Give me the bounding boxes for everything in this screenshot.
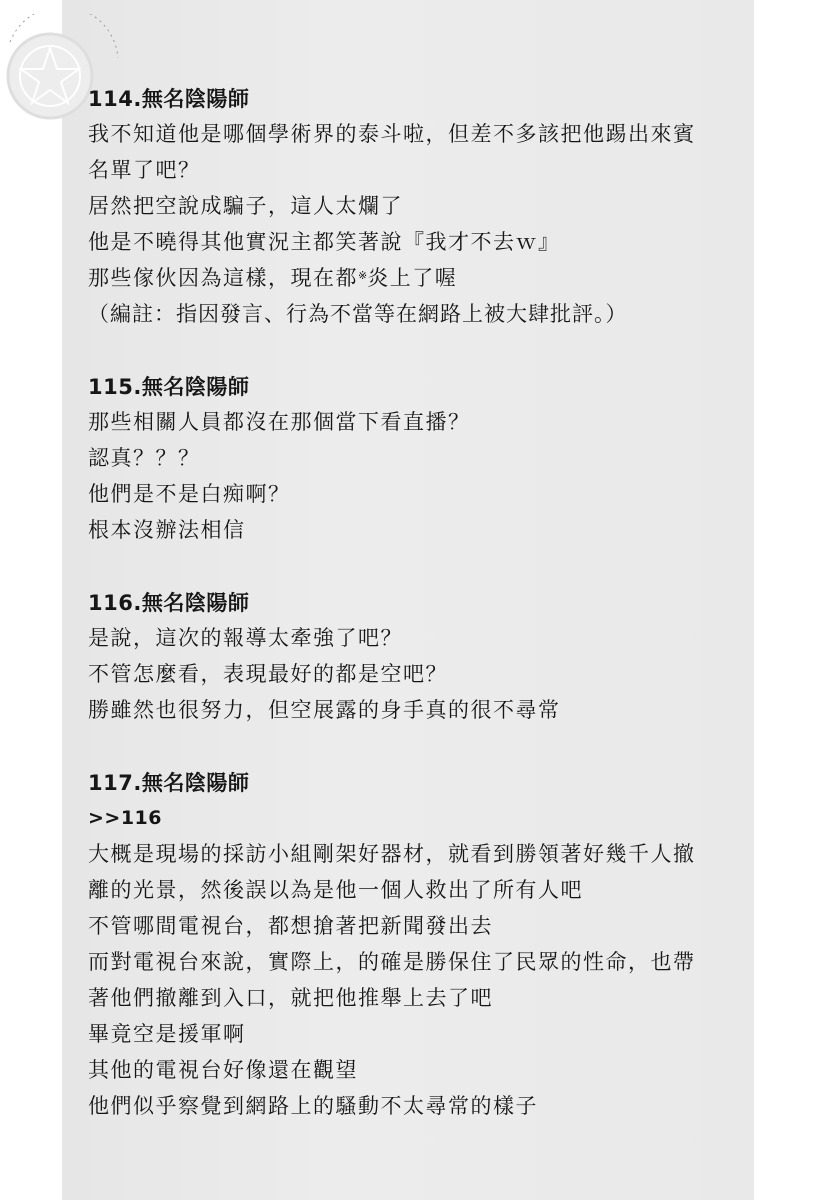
- post-line-text: 那些傢伙因為這樣，現在都: [88, 266, 358, 290]
- post-114: [88, 82, 738, 332]
- post-title: 114.無名陰陽師: [88, 87, 250, 111]
- page-margin-left: [0, 0, 62, 1200]
- post-line: 是說，這次的報導太牽強了吧？: [88, 626, 403, 650]
- post-title: 117.無名陰陽師: [88, 771, 250, 795]
- post-117: [88, 766, 738, 1124]
- post-line: 認真？？？: [88, 446, 201, 470]
- post-line: 居然把空說成騙子，這人太爛了: [88, 194, 403, 218]
- reply-reference: >>116: [88, 807, 163, 829]
- post-line: 我不知道他是哪個學術界的泰斗啦，但差不多該把他踢出來賓: [88, 122, 696, 146]
- post-line: 離的光景，然後誤以為是他一個人救出了所有人吧: [88, 878, 583, 902]
- post-line: 名單了吧？: [88, 158, 201, 182]
- post-line: [88, 260, 738, 296]
- post-title: 115.無名陰陽師: [88, 375, 250, 399]
- post-line: 根本沒辦法相信: [88, 518, 246, 542]
- post-line: 那些相關人員都沒在那個當下看直播？: [88, 410, 471, 434]
- post-line: 不管怎麼看，表現最好的都是空吧？: [88, 662, 448, 686]
- editor-note: （編註：指因發言、行為不當等在網路上被大肆批評。）: [88, 302, 628, 326]
- post-line: 而對電視台來說，實際上，的確是勝保住了民眾的性命，也帶: [88, 950, 696, 974]
- post-line: 大概是現場的採訪小組剛架好器材，就看到勝領著好幾千人撤: [88, 842, 696, 866]
- forum-thread: [88, 82, 738, 1162]
- post-line-text: 炎上了喔: [367, 266, 458, 290]
- post-line: 不管哪間電視台，都想搶著把新聞發出去: [88, 914, 493, 938]
- post-line: 他們是不是白痴啊？: [88, 482, 291, 506]
- post-line: 著他們撤離到入口，就把他推舉上去了吧: [88, 986, 493, 1010]
- post-line: 勝雖然也很努力，但空展露的身手真的很不尋常: [88, 698, 561, 722]
- post-line: 畢竟空是援軍啊: [88, 1022, 246, 1046]
- page-margin-right: [754, 0, 815, 1200]
- post-line: 他們似乎察覺到網路上的騷動不太尋常的樣子: [88, 1094, 538, 1118]
- footnote-mark: ※: [358, 269, 368, 282]
- post-title: 116.無名陰陽師: [88, 591, 250, 615]
- post-line: 其他的電視台好像還在觀望: [88, 1058, 358, 1082]
- post-line: 他是不曉得其他實況主都笑著說『我才不去ｗ』: [88, 230, 561, 254]
- post-116: [88, 586, 738, 728]
- post-115: [88, 370, 738, 548]
